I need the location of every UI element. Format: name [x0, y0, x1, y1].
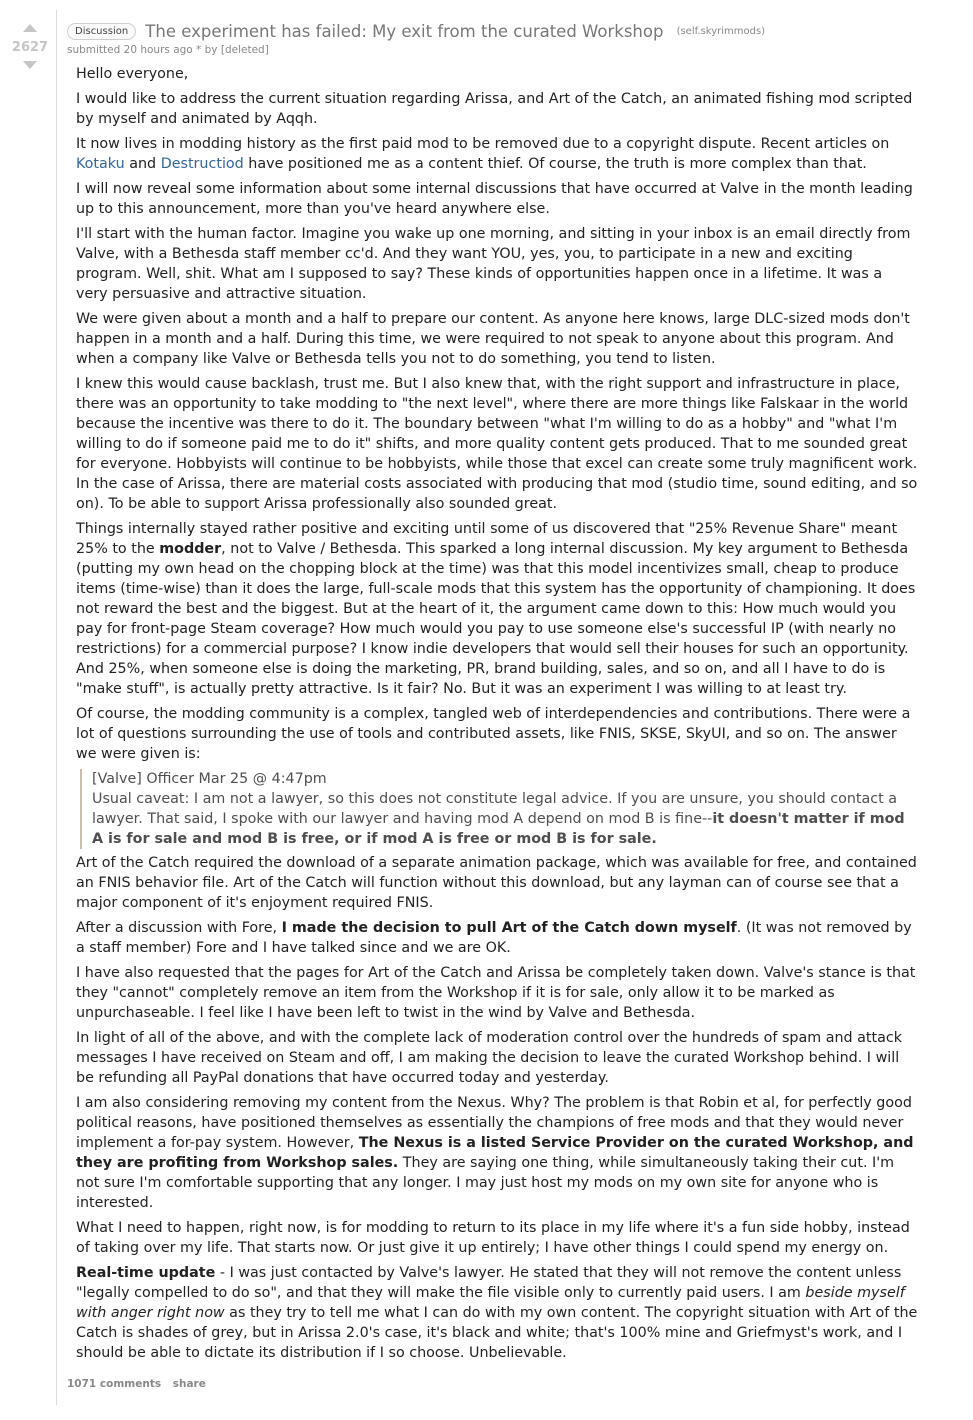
post-buttons: [67, 1378, 214, 1390]
link-destructoid[interactable]: Destructiod: [160, 156, 244, 172]
paragraph: What I need to happen, right now, is for modding to return to its place in my life where it's a fun side hobby, instead of taking over my life. That starts now. Or just give it up entirely; I have other things I could spend my energy on.: [76, 1220, 910, 1256]
paragraph: Things internally stayed rather positive and exciting until some of us discovered that "25% Revenue Share" meant 25% to the modder, not to Valve / Bethesda. This sparked a long internal discussion. My key argument to Bethesda (putting my own head on the chopping block at the time) was that this model incentivizes small, cheap to produce items (time-wise) than it does the large, full-scale mods that this system has the opportunity of championing. It does not reward the best and the biggest. But at the heart of it, the argument came down to this: How much would you pay for front-page Steam coverage? How much would you pay to use someone else's successful IP (with nearly no restrictions) for a commercial purpose? I know indie developers that would sell their houses for such an opportunity. And 25%, when someone else is doing the marketing, PR, brand building, sales, and so on, and all I have to do is "make stuff", is actually pretty attractive. Is it fair? No. But it was an experiment I was willing to at least try.: [76, 521, 916, 697]
upvote-arrow-icon[interactable]: [23, 24, 37, 32]
post-body: [76, 64, 918, 1368]
vote-column: [8, 24, 52, 69]
divider: [56, 10, 57, 1405]
paragraph: We were given about a month and a half to prepare our content. As anyone here knows, large DLC-sized mods don't happen in a month and a half. During this time, we were required to not speak to anyone about this program. And when a company like Valve or Bethesda tells you not to do something, you tend to listen.: [76, 311, 910, 367]
share-link[interactable]: share: [172, 1378, 206, 1390]
paragraph: I knew this would cause backlash, trust me. But I also knew that, with the right support and infrastructure in place, there was an opportunity to take modding to "the next level", where there are more things like Falskaar in the world because the incentive was there to do it. The boundary between "what I'm willing to do as a hobby" and "what I'm willing to do if someone paid me to do it" shifts, and more quality content gets produced. That to me sounded great for everyone. Hobbyists will continue to be hobbyists, while those that excel can create some truly magnificent work. In the case of Arissa, there are material costs associated with producing that mod (studio time, sound editing, and so on). To be able to support Arissa professionally also sounded great.: [76, 376, 918, 512]
paragraph: Real-time update - I was just contacted by Valve's lawyer. He stated that they will not remove the content unless "legally compelled to do so", and that they will make the file visible only to currently paid users. I am beside myself with anger right now as they try to tell me what I can do with my own content. The copyright situation with Art of the Catch is shades of grey, but in Arissa 2.0's case, it's black and white; that's 100% mine and Griefmyst's work, and I should be able to dictate its distribution if I so choose. Unbelievable.: [76, 1265, 918, 1361]
flair-badge: Discussion: [67, 23, 136, 40]
paragraph: I'll start with the human factor. Imagine you wake up one morning, and sitting in your inbox is an email directly from Valve, with a Bethesda staff member cc'd. And they want YOU, yes, you, to participate in a new and exciting program. Well, shit. What am I supposed to say? These kinds of opportunities happen once in a lifetime. It was a very persuasive and attractive situation.: [76, 226, 911, 302]
post-title[interactable]: The experiment has failed: My exit from the curated Workshop: [145, 22, 664, 41]
tagline: [67, 44, 963, 56]
blockquote: [80, 769, 918, 849]
paragraph: Art of the Catch required the download of a separate animation package, which was available for free, and contained an FNIS behavior file. Art of the Catch will function without this download, but any layman can of course see that a major component of it's enjoyment required FNIS.: [76, 855, 917, 911]
paragraph: I have also requested that the pages for Art of the Catch and Arissa be completely taken down. Valve's stance is that they "cannot" completely remove an item from the Workshop if it is for sale, only allow it to be marked as unpurchaseable. I feel like I have been left to twist in the wind by Valve and Bethesda.: [76, 965, 916, 1021]
post-header: [67, 21, 963, 56]
paragraph: Hello everyone,: [76, 66, 189, 82]
paragraph: I am also considering removing my content from the Nexus. Why? The problem is that Robin et al, for perfectly good political reasons, have positioned themselves as essentially the champions of free mods and that they would never implement a for-pay system. However, The Nexus is a listed Service Provider on the curated Workshop, and they are profiting from Workshop sales. They are saying one thing, while simultaneously taking their cut. I'm not sure I'm comfortable supporting that any longer. I may just host my mods on my own site for anyone who is interested.: [76, 1095, 914, 1211]
submitted-text: submitted 20 hours ago * by: [67, 44, 218, 56]
author: [deleted]: [220, 44, 269, 56]
post-domain[interactable]: (self.skyrimmods): [676, 26, 766, 37]
quote-header: [Valve] Officer Mar 25 @ 4:47pm: [92, 771, 327, 787]
paragraph: In light of all of the above, and with the complete lack of moderation control over the hundreds of spam and attack messages I have received on Steam and off, I am making the decision to leave the curated Workshop behind. I will be refunding all PayPal donations that have occurred today and yesterday.: [76, 1030, 903, 1086]
comments-link[interactable]: 1071 comments: [67, 1378, 162, 1390]
paragraph: I would like to address the current situation regarding Arissa, and Art of the Catch, an animated fishing mod scripted by myself and animated by Aqqh.: [76, 91, 913, 127]
score: 2627: [11, 40, 49, 55]
paragraph: I will now reveal some information about some internal discussions that have occurred at Valve in the month leading up to this announcement, more than you've heard anywhere else.: [76, 181, 913, 217]
paragraph: It now lives in modding history as the first paid mod to be removed due to a copyright dispute. Recent articles on Kotaku and Destructiod have positioned me as a content thief. Of course, the truth is more complex than that.: [76, 136, 890, 172]
paragraph: Of course, the modding community is a complex, tangled web of interdependencies and contributions. There were a lot of questions surrounding the use of tools and contributed assets, like FNIS, SKSE, SkyUI, and so on. The answer we were given is:: [76, 706, 911, 762]
quote-text: Usual caveat: I am not a lawyer, so this does not constitute legal advice. If you are unsure, you should contact a lawyer. That said, I spoke with our lawyer and having mod A depend on mod B is fine--it doesn't matter if mod A is for sale and mod B is free, or if mod A is free or mod B is for sale.: [92, 791, 905, 847]
link-kotaku[interactable]: Kotaku: [76, 156, 125, 172]
paragraph: After a discussion with Fore, I made the decision to pull Art of the Catch down myself. (It was not removed by a staff member) Fore and I have talked since and we are OK.: [76, 920, 912, 956]
downvote-arrow-icon[interactable]: [23, 61, 37, 69]
